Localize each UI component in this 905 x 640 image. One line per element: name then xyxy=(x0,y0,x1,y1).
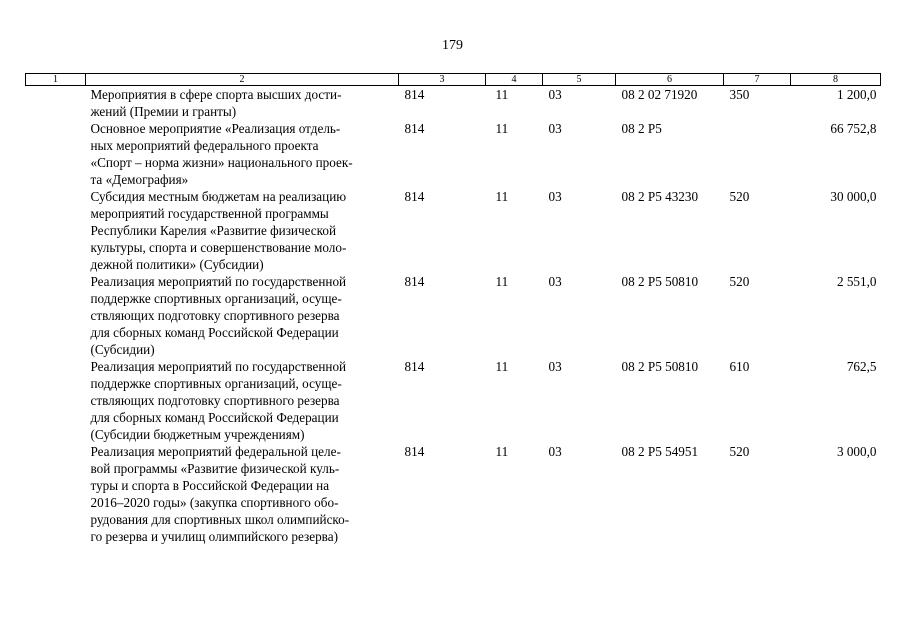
row-description xyxy=(86,86,399,121)
page-number: 179 xyxy=(442,38,463,53)
cell-col6: 08 2 02 71920 xyxy=(621,87,698,102)
cell-col1 xyxy=(26,86,86,121)
description-line: Реализация мероприятий по государственной xyxy=(90,359,347,374)
cell-col3: 814 xyxy=(404,87,425,102)
description-line: Субсидия местным бюджетам на реализацию xyxy=(90,189,347,204)
cell-col6: 08 2 P5 xyxy=(621,121,662,136)
cell-col8: 762,5 xyxy=(846,359,877,374)
column-header: 5 xyxy=(543,74,616,86)
cell-col5: 03 xyxy=(548,121,562,136)
cell-col6: 08 2 P5 50810 xyxy=(621,274,699,289)
column-header: 8 xyxy=(791,74,881,86)
cell-col8: 1 200,0 xyxy=(836,87,877,102)
description-line: Республики Карелия «Развитие физической xyxy=(90,223,337,238)
cell-col3: 814 xyxy=(404,121,425,136)
description-line: Реализация мероприятий федеральной целе- xyxy=(90,444,341,459)
cell-col1 xyxy=(26,188,86,273)
cell-col7: 520 xyxy=(729,444,750,459)
cell-col1 xyxy=(26,120,86,188)
description-line: го резерва и училищ олимпийского резерва) xyxy=(90,529,338,544)
row-description xyxy=(86,120,399,188)
description-line: та «Демография» xyxy=(90,172,189,187)
column-header-row xyxy=(26,74,881,86)
cell-col8: 3 000,0 xyxy=(836,444,877,459)
cell-col1 xyxy=(26,273,86,358)
cell-col4: 11 xyxy=(495,121,509,136)
description-line: туры и спорта в Российской Федерации на xyxy=(90,478,330,493)
description-line: поддержке спортивных организаций, осуще- xyxy=(90,291,342,306)
description-line: ных мероприятий федерального проекта xyxy=(90,138,319,153)
cell-col5: 03 xyxy=(548,359,562,374)
table-row xyxy=(26,86,881,121)
cell-col7: 520 xyxy=(729,274,750,289)
description-line: ствляющих подготовку спортивного резерва xyxy=(90,393,340,408)
description-line: жений (Премии и гранты) xyxy=(90,104,237,119)
table-row xyxy=(26,188,881,273)
description-line: (Субсидии) xyxy=(90,342,155,357)
cell-col5: 03 xyxy=(548,87,562,102)
column-header: 3 xyxy=(399,74,486,86)
description-line: (Субсидии бюджетным учреждениям) xyxy=(90,427,305,442)
cell-col6: 08 2 P5 54951 xyxy=(621,444,699,459)
row-description xyxy=(86,273,399,358)
table-row xyxy=(26,273,881,358)
cell-col4: 11 xyxy=(495,189,509,204)
cell-col7: 610 xyxy=(729,359,750,374)
cell-col4: 11 xyxy=(495,444,509,459)
cell-col5: 03 xyxy=(548,189,562,204)
cell-col6: 08 2 P5 43230 xyxy=(621,189,699,204)
table-row xyxy=(26,443,881,545)
table-row xyxy=(26,120,881,188)
cell-col6: 08 2 P5 50810 xyxy=(621,359,699,374)
description-line: Основное мероприятие «Реализация отдель- xyxy=(90,121,341,136)
description-line: поддержке спортивных организаций, осуще- xyxy=(90,376,342,391)
row-description xyxy=(86,358,399,443)
cell-col8: 2 551,0 xyxy=(836,274,877,289)
description-line: Мероприятия в сфере спорта высших дости- xyxy=(90,87,342,102)
column-header: 4 xyxy=(486,74,543,86)
cell-col4: 11 xyxy=(495,87,509,102)
cell-col3: 814 xyxy=(404,189,425,204)
description-line: для сборных команд Российской Федерации xyxy=(90,325,339,340)
row-description xyxy=(86,188,399,273)
cell-col7: 350 xyxy=(729,87,750,102)
table-row xyxy=(26,358,881,443)
cell-col7: 520 xyxy=(729,189,750,204)
cell-col3: 814 xyxy=(404,359,425,374)
budget-table xyxy=(25,73,881,545)
cell-col5: 03 xyxy=(548,274,562,289)
column-header: 2 xyxy=(86,74,399,86)
description-line: для сборных команд Российской Федерации xyxy=(90,410,339,425)
column-header: 6 xyxy=(616,74,724,86)
cell-col1 xyxy=(26,443,86,545)
cell-col3: 814 xyxy=(404,274,425,289)
description-line: культуры, спорта и совершенствование моло- xyxy=(90,240,347,255)
cell-col8: 66 752,8 xyxy=(830,121,877,136)
cell-col1 xyxy=(26,358,86,443)
description-line: вой программы «Развитие физической куль- xyxy=(90,461,340,476)
cell-col4: 11 xyxy=(495,274,509,289)
row-description xyxy=(86,443,399,545)
description-line: мероприятий государственной программы xyxy=(90,206,329,221)
description-line: дежной политики» (Субсидии) xyxy=(90,257,264,272)
description-line: «Спорт – норма жизни» национального проек- xyxy=(90,155,353,170)
cell-col3: 814 xyxy=(404,444,425,459)
description-line: рудования для спортивных школ олимпийско- xyxy=(90,512,350,527)
description-line: 2016–2020 годы» (закупка спортивного обо- xyxy=(90,495,339,510)
cell-col7 xyxy=(724,120,791,188)
description-line: ствляющих подготовку спортивного резерва xyxy=(90,308,340,323)
cell-col5: 03 xyxy=(548,444,562,459)
column-header: 7 xyxy=(724,74,791,86)
column-header: 1 xyxy=(26,74,86,86)
cell-col8: 30 000,0 xyxy=(830,189,877,204)
description-line: Реализация мероприятий по государственной xyxy=(90,274,347,289)
cell-col4: 11 xyxy=(495,359,509,374)
